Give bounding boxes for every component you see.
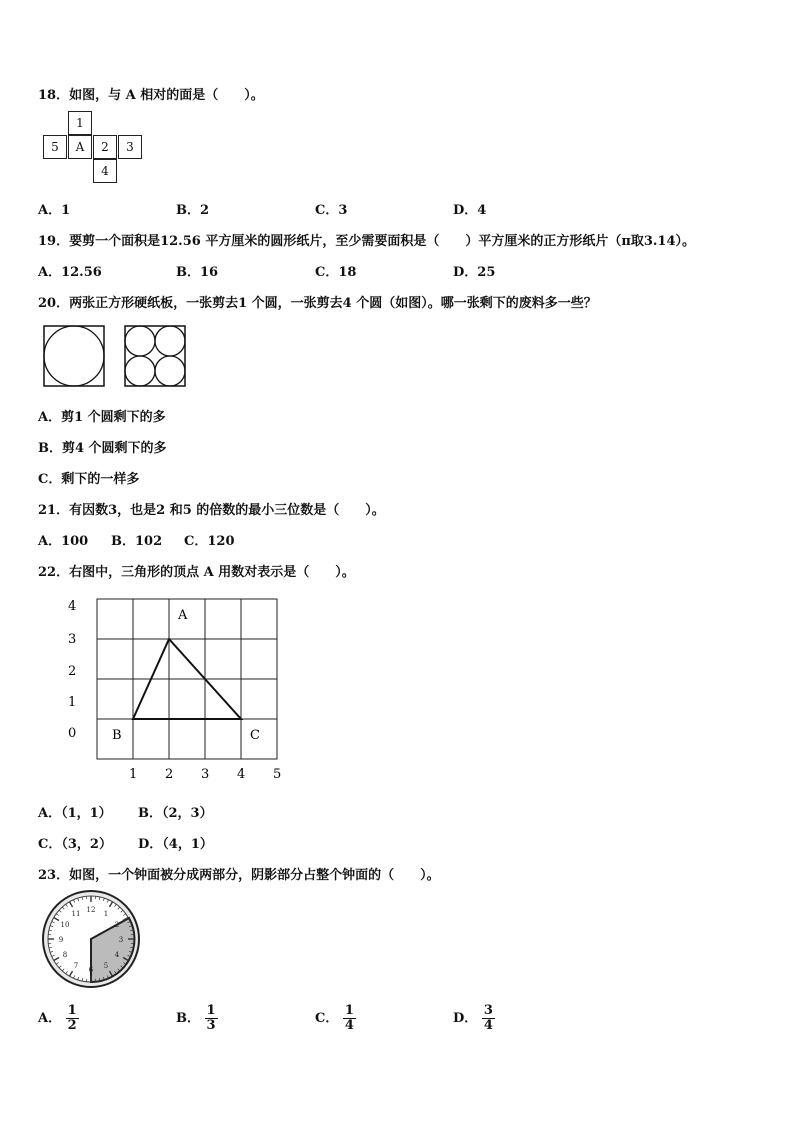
big-circle <box>44 326 104 386</box>
clock-number: 6 <box>88 966 94 974</box>
q19-option-b[interactable]: B．16 <box>176 265 219 280</box>
point-label-b: B <box>112 728 122 743</box>
q21-option-a[interactable]: A．100 <box>38 534 89 549</box>
q20-stem: 20．两张正方形硬纸板，一张剪去1 个圆，一张剪去4 个圆（如图）。哪一张剩下的废料多一些？ <box>38 296 597 311</box>
q20-option-c[interactable]: C．剩下的一样多 <box>38 472 140 487</box>
q22-stem: 22．右图中，三角形的顶点 A 用数对表示是（ ）。 <box>38 565 355 580</box>
option-letter: B． <box>176 1011 200 1026</box>
q20-option-b[interactable]: B．剪4 个圆剩下的多 <box>38 441 167 456</box>
square-four-circles <box>125 326 185 386</box>
q18-option-a[interactable]: A．1 <box>38 203 71 218</box>
q19-option-d[interactable]: D．25 <box>453 265 496 280</box>
point-label-c: C <box>250 728 260 743</box>
numerator: 1 <box>206 1003 216 1018</box>
small-circle <box>155 356 185 386</box>
y-label-1: 1 <box>68 695 77 710</box>
small-circle <box>155 326 185 356</box>
fraction <box>66 1004 79 1033</box>
q23-option-c[interactable] <box>315 1004 356 1033</box>
q18-option-c[interactable]: C．3 <box>315 203 348 218</box>
net-face-a: A <box>68 135 92 159</box>
q21-stem: 21．有因数3，也是2 和5 的倍数的最小三位数是（ ）。 <box>38 503 385 518</box>
q22-option-b[interactable]: B．（2，3） <box>138 806 213 821</box>
denominator: 3 <box>206 1018 216 1033</box>
numerator: 1 <box>67 1003 77 1018</box>
clock-number: 7 <box>73 961 79 970</box>
q22-option-d[interactable]: D．（4，1） <box>138 837 213 852</box>
clock-number: 2 <box>114 921 120 929</box>
q22-grid-figure <box>60 592 300 787</box>
denominator: 4 <box>483 1018 493 1033</box>
q18-stem: 18．如图，与 A 相对的面是（ ）。 <box>38 88 264 103</box>
numerator: 3 <box>483 1003 493 1018</box>
option-letter: C． <box>315 1011 339 1026</box>
net-face-3: 3 <box>118 135 142 159</box>
denominator: 2 <box>67 1018 77 1033</box>
clock-number: 1 <box>103 910 109 919</box>
denominator: 4 <box>344 1018 354 1033</box>
clock-number: 8 <box>62 951 68 959</box>
y-label-0: 0 <box>68 726 77 741</box>
q18-option-d[interactable]: D．4 <box>453 203 487 218</box>
net-face-5: 5 <box>43 135 67 159</box>
q19-option-a[interactable]: A．12.56 <box>38 265 102 280</box>
q22-option-a[interactable]: A．（1，1） <box>38 806 112 821</box>
y-label-3: 3 <box>68 632 77 647</box>
x-label-3: 3 <box>201 767 210 782</box>
option-letter: A． <box>38 1011 62 1026</box>
numerator: 1 <box>344 1003 354 1018</box>
clock-number: 3 <box>118 936 124 944</box>
q22-option-c[interactable]: C．（3，2） <box>38 837 112 852</box>
q18-option-b[interactable]: B．2 <box>176 203 210 218</box>
net-face-2: 2 <box>93 135 117 159</box>
q21-option-b[interactable]: B．102 <box>111 534 163 549</box>
x-label-1: 1 <box>129 767 138 782</box>
q20-figure <box>40 322 192 392</box>
x-label-4: 4 <box>237 767 246 782</box>
q19-stem: 19．要剪一个面积是12.56 平方厘米的圆形纸片，至少需要面积是（ ）平方厘米的正方形纸片（π取3.14）。 <box>38 234 696 249</box>
clock-number: 4 <box>114 951 120 959</box>
clock-number: 10 <box>60 921 70 929</box>
q23-stem: 23．如图，一个钟面被分成两部分，阴影部分占整个钟面的（ ）。 <box>38 868 440 883</box>
y-label-4: 4 <box>68 599 77 614</box>
option-letter: D． <box>453 1011 478 1026</box>
x-label-2: 2 <box>165 767 174 782</box>
q23-option-b[interactable] <box>176 1004 218 1033</box>
q23-option-d[interactable] <box>453 1004 495 1033</box>
q23-option-a[interactable] <box>38 1004 79 1033</box>
clock-number: 5 <box>103 961 109 970</box>
small-circle <box>125 356 155 386</box>
clock-number: 11 <box>71 910 81 919</box>
clock-number: 12 <box>86 906 96 914</box>
q21-option-c[interactable]: C．120 <box>184 534 235 549</box>
net-face-1: 1 <box>68 111 92 135</box>
small-circle <box>125 326 155 356</box>
clock-number: 9 <box>58 936 64 944</box>
net-face-4: 4 <box>93 159 117 183</box>
y-label-2: 2 <box>68 664 77 679</box>
q20-option-a[interactable]: A．剪1 个圆剩下的多 <box>38 410 166 425</box>
q23-clock-figure <box>40 888 142 990</box>
point-label-a: A <box>178 608 188 623</box>
fraction <box>482 1004 495 1033</box>
q19-option-c[interactable]: C．18 <box>315 265 357 280</box>
fraction <box>205 1004 218 1033</box>
x-label-5: 5 <box>273 767 282 782</box>
fraction <box>343 1004 356 1033</box>
